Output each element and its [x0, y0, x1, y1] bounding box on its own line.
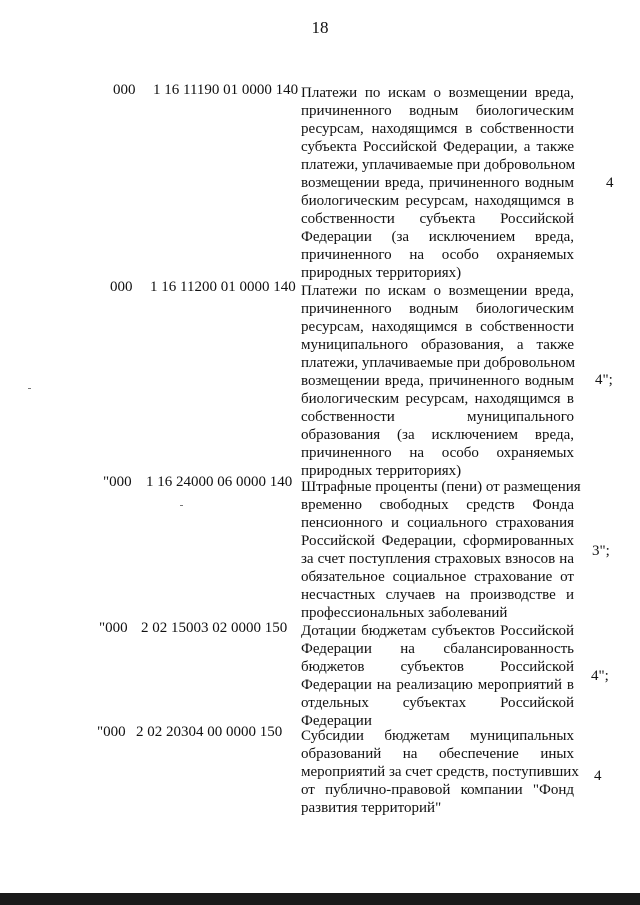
description-line: Штрафные проценты (пени) от размещения: [301, 479, 581, 495]
description-line: ресурсам, находящимся в собственности: [301, 319, 574, 335]
description-line: профессиональных заболеваний: [301, 605, 508, 621]
distribution-norm: 4: [606, 175, 614, 191]
description-line: собственности муниципального: [301, 409, 574, 425]
description-line: платежи, уплачиваемые при добровольном: [301, 355, 576, 371]
scan-edge-band: [0, 893, 640, 905]
description-line: возмещении вреда, причиненного водным: [301, 373, 574, 389]
description-line: Дотации бюджетам субъектов Российской: [301, 623, 574, 639]
description-line: платежи, уплачиваемые при добровольном: [301, 157, 576, 173]
description-line: Федерации на сбалансированность: [301, 641, 574, 657]
description-line: причиненного на особо охраняемых: [301, 445, 574, 461]
description-line: Федерации на реализацию мероприятий в: [301, 677, 574, 693]
budget-classification-code: 2 02 20304 00 0000 150: [136, 724, 283, 740]
description-line: отдельных субъектах Российской: [301, 695, 574, 711]
description-line: природных территориях): [301, 265, 462, 281]
description-line: муниципального образования, а также: [301, 337, 574, 353]
budget-classification-code: 1 16 24000 06 0000 140: [146, 474, 293, 490]
description-line: от публично-правовой компании "Фонд: [301, 782, 574, 798]
budget-classification-code: 1 16 11200 01 0000 140: [150, 279, 296, 295]
revenue-description: [301, 282, 574, 480]
admin-code: 000: [110, 279, 133, 295]
description-line: Субсидии бюджетам муниципальных: [301, 728, 574, 744]
description-line: развития территорий": [301, 800, 442, 816]
distribution-norm: 4";: [591, 668, 609, 684]
revenue-description: [301, 622, 574, 730]
distribution-norm: 3";: [592, 543, 610, 559]
description-line: пенсионного и социального страхования: [301, 515, 574, 531]
description-line: причиненного водным биологическим: [301, 301, 574, 317]
admin-code: "000: [103, 474, 132, 490]
description-line: собственности субъекта Российской: [301, 211, 574, 227]
description-line: Платежи по искам о возмещении вреда,: [301, 85, 574, 101]
description-line: причиненного водным биологическим: [301, 103, 574, 119]
distribution-norm: 4: [594, 768, 602, 784]
budget-classification-code: 1 16 11190 01 0000 140: [153, 82, 299, 98]
budget-classification-code: 2 02 15003 02 0000 150: [141, 620, 288, 636]
admin-code: 000: [113, 82, 136, 98]
description-line: образования (за исключением вреда,: [301, 427, 574, 443]
page-number: 18: [311, 18, 329, 37]
revenue-description: [301, 84, 574, 282]
description-line: ресурсам, находящимся в собственности: [301, 121, 574, 137]
description-line: Платежи по искам о возмещении вреда,: [301, 283, 574, 299]
description-line: Федерации (за исключением вреда,: [301, 229, 574, 245]
description-line: временно свободных средств Фонда: [301, 497, 574, 513]
description-line: несчастных случаев на производстве и: [301, 587, 574, 603]
scan-speck: [28, 388, 31, 389]
description-line: мероприятий за счет средств, поступивших: [301, 764, 579, 780]
description-line: Российской Федерации, сформированных: [301, 533, 574, 549]
distribution-norm: 4";: [595, 372, 613, 388]
description-line: субъекта Российской Федерации, а также: [301, 139, 574, 155]
scan-speck: [180, 505, 183, 506]
description-line: причиненного на особо охраняемых: [301, 247, 574, 263]
revenue-description: [301, 727, 579, 817]
description-line: обязательное социальное страхование от: [301, 569, 574, 585]
admin-code: "000: [97, 724, 126, 740]
revenue-description: [301, 478, 581, 622]
description-line: биологическим ресурсам, находящимся в: [301, 391, 574, 407]
description-line: возмещении вреда, причиненного водным: [301, 175, 574, 191]
description-line: Федерации: [301, 713, 372, 729]
description-line: за счет поступления страховых взносов на: [301, 551, 574, 567]
description-line: природных территориях): [301, 463, 462, 479]
description-line: биологическим ресурсам, находящимся в: [301, 193, 574, 209]
admin-code: "000: [99, 620, 128, 636]
description-line: образований на обеспечение иных: [301, 746, 574, 762]
description-line: бюджетов субъектов Российской: [301, 659, 574, 675]
